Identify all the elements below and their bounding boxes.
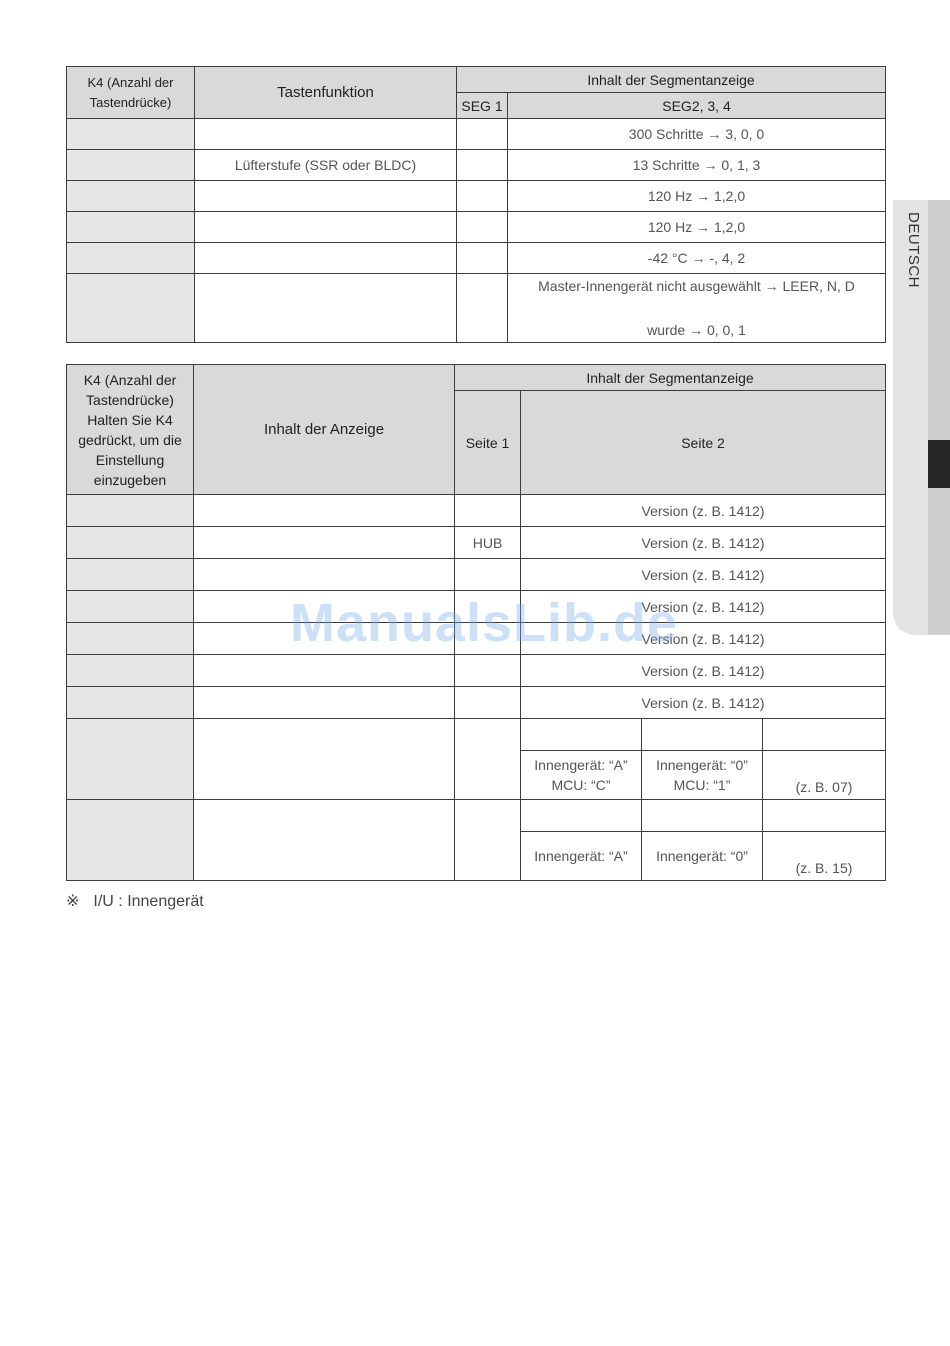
indoor-mcu-a-cell — [521, 751, 642, 800]
page2-sub-cell — [642, 719, 763, 751]
header-page1: Seite 1 — [455, 391, 521, 495]
content-cell — [194, 687, 455, 719]
k4-cell — [67, 527, 194, 559]
seg234-cell: 13 Schritte → 0, 1, 3 — [508, 150, 886, 181]
page1-cell — [455, 495, 521, 527]
language-label: DEUTSCH — [905, 212, 922, 289]
page2-sub-cell — [521, 719, 642, 751]
k4-cell — [67, 181, 195, 212]
side-tab-strip — [928, 200, 950, 635]
header-seg234: SEG2, 3, 4 — [508, 93, 886, 119]
page2-sub-cell — [521, 800, 642, 832]
content-cell — [194, 655, 455, 687]
seg1-cell — [457, 119, 508, 150]
page2-version-cell: Version (z. B. 1412) — [521, 495, 886, 527]
example-cell: (z. B. 07) — [763, 751, 886, 800]
k4-cell — [67, 655, 194, 687]
function-cell — [195, 274, 457, 343]
seg1-cell — [457, 212, 508, 243]
page1-cell — [455, 800, 521, 881]
page1-cell — [455, 687, 521, 719]
page1-cell — [455, 719, 521, 800]
reference-mark: ※ — [66, 893, 80, 910]
page1-cell — [455, 559, 521, 591]
header-key-function: Tastenfunktion — [195, 67, 457, 119]
header-segment-content: Inhalt der Segmentanzeige — [455, 365, 886, 391]
content-cell — [194, 559, 455, 591]
page2-version-cell: Version (z. B. 1412) — [521, 527, 886, 559]
function-cell: Lüfterstufe (SSR oder BLDC) — [195, 150, 457, 181]
k4-cell — [67, 591, 194, 623]
page2-version-cell: Version (z. B. 1412) — [521, 623, 886, 655]
content-cell — [194, 719, 455, 800]
k4-cell — [67, 800, 194, 881]
footnote-text: I/U : Innengerät — [93, 893, 204, 910]
k4-cell — [67, 623, 194, 655]
indoor-a-cell: Innengerät: “A” — [521, 832, 642, 881]
mcu-label: MCU: “C” — [551, 777, 611, 793]
header-display-content: Inhalt der Anzeige — [194, 365, 455, 495]
indoor-label: Innengerät: “0” — [656, 757, 748, 773]
seg1-cell — [457, 181, 508, 212]
k4-cell — [67, 274, 195, 343]
function-cell — [195, 243, 457, 274]
content-cell — [194, 527, 455, 559]
page2-sub-cell — [642, 800, 763, 832]
header-k4-hold: K4 (Anzahl der Tastendrücke) Halten Sie K4 gedrückt, um die Einstellung einzugeben — [67, 365, 194, 495]
page1-cell — [455, 655, 521, 687]
header-seg1: SEG 1 — [457, 93, 508, 119]
example-cell: (z. B. 15) — [763, 832, 886, 881]
footnote — [66, 891, 204, 911]
seg234-master-cell — [508, 274, 886, 343]
side-tab-marker — [928, 440, 950, 488]
watermark: ManualsLib.de — [290, 593, 679, 653]
indoor-mcu-0-cell — [642, 751, 763, 800]
k4-cell — [67, 687, 194, 719]
k4-cell — [67, 119, 195, 150]
k4-cell — [67, 495, 194, 527]
k4-cell — [67, 559, 194, 591]
function-cell — [195, 181, 457, 212]
seg234-cell: -42 °C → -, 4, 2 — [508, 243, 886, 274]
k4-cell — [67, 212, 195, 243]
indoor-label: Innengerät: “A” — [534, 757, 628, 773]
function-cell — [195, 212, 457, 243]
seg234-cell: 120 Hz → 1,2,0 — [508, 212, 886, 243]
k4-cell — [67, 243, 195, 274]
page2-version-cell: Version (z. B. 1412) — [521, 591, 886, 623]
k4-cell — [67, 719, 194, 800]
seg1-cell — [457, 274, 508, 343]
mcu-label: MCU: “1” — [673, 777, 731, 793]
content-cell — [194, 800, 455, 881]
seg234-cell: 120 Hz → 1,2,0 — [508, 181, 886, 212]
master-indoor-not-selected-text: Master-Innengerät nicht ausgewählt → LEER, N, D — [538, 278, 855, 294]
seg1-cell — [457, 243, 508, 274]
content-cell — [194, 495, 455, 527]
indoor-0-cell: Innengerät: “0” — [642, 832, 763, 881]
header-page2: Seite 2 — [521, 391, 886, 495]
header-k4-presses: K4 (Anzahl der Tastendrücke) — [67, 67, 195, 119]
page2-version-cell: Version (z. B. 1412) — [521, 687, 886, 719]
page2-version-cell: Version (z. B. 1412) — [521, 655, 886, 687]
function-cell — [195, 119, 457, 150]
page1-cell: HUB — [455, 527, 521, 559]
page2-sub-cell — [763, 719, 886, 751]
page2-sub-cell — [763, 800, 886, 832]
header-segment-content: Inhalt der Segmentanzeige — [457, 67, 886, 93]
seg234-cell: 300 Schritte → 3, 0, 0 — [508, 119, 886, 150]
k4-cell — [67, 150, 195, 181]
page2-version-cell: Version (z. B. 1412) — [521, 559, 886, 591]
master-indoor-selected-text: wurde → 0, 0, 1 — [647, 322, 746, 338]
seg1-cell — [457, 150, 508, 181]
segment-display-table — [66, 66, 886, 343]
